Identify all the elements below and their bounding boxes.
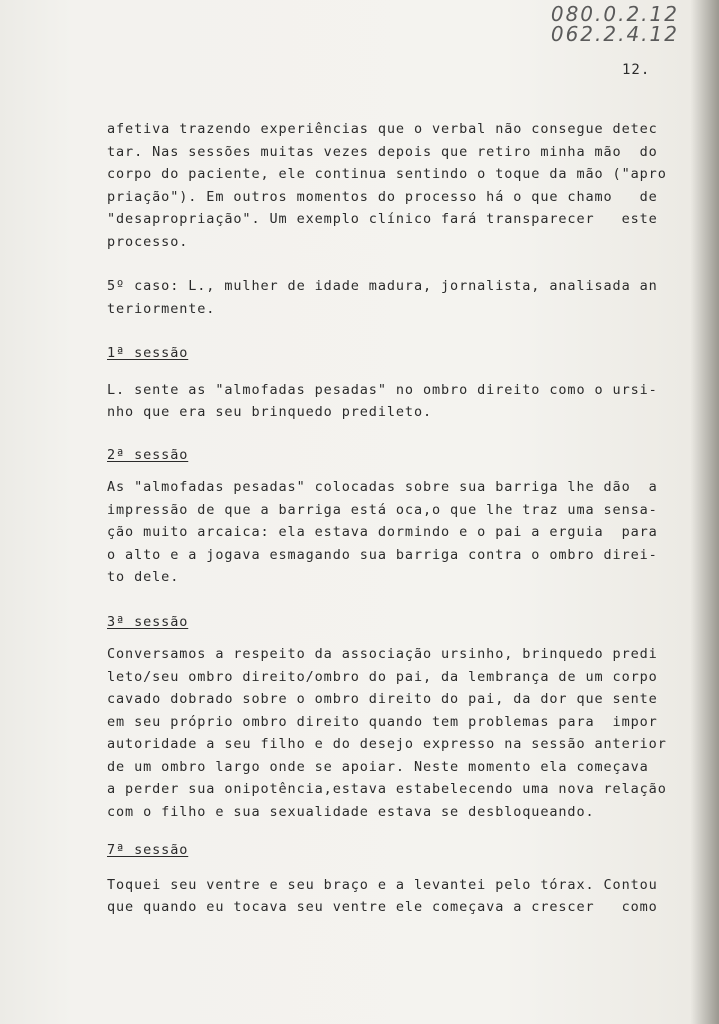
text-line: com o filho e sua sexualidade estava se desbloqueando. bbox=[107, 803, 595, 820]
text-line: priação"). Em outros momentos do processo há o que chamo de bbox=[107, 188, 658, 205]
text-line: a perder sua onipotência,estava estabelecendo uma nova relação bbox=[107, 781, 667, 797]
session-text-3 bbox=[107, 643, 667, 823]
document-body bbox=[107, 118, 667, 919]
text-line: nho que era seu brinquedo predileto. bbox=[107, 404, 432, 420]
text-line: processo. bbox=[107, 233, 189, 250]
text-line: to dele. bbox=[107, 569, 180, 585]
session-title: 3ª sessão bbox=[107, 613, 189, 630]
handwritten-code-1: 080.0.2.12 bbox=[550, 2, 679, 26]
session-heading-1 bbox=[107, 342, 667, 365]
case-heading bbox=[107, 275, 667, 320]
text-line: autoridade a seu filho e do desejo expresso na sessão anterior bbox=[107, 736, 667, 752]
text-line: cavado dobrado sobre o ombro direito do pai, da dor que sente bbox=[107, 691, 658, 707]
session-heading-2 bbox=[107, 444, 667, 467]
text-line: que quando eu tocava seu ventre ele começava a crescer como bbox=[107, 899, 658, 915]
paragraph-intro bbox=[107, 118, 667, 253]
text-line: As "almofadas pesadas" colocadas sobre sua barriga lhe dão a bbox=[107, 479, 658, 495]
text-line: de um ombro largo onde se apoiar. Neste momento ela começava bbox=[107, 758, 649, 775]
text-line: leto/seu ombro direito/ombro do pai, da lembrança de um corpo bbox=[107, 668, 658, 685]
text-line: L. sente as "almofadas pesadas" no ombro direito como o ursi- bbox=[107, 381, 658, 398]
session-title: 2ª sessão bbox=[107, 446, 189, 463]
session-heading-7 bbox=[107, 839, 667, 862]
session-title: 1ª sessão bbox=[107, 345, 189, 361]
text-line: em seu próprio ombro direito quando tem problemas para impor bbox=[107, 713, 658, 730]
text-line: o alto e a jogava esmagando sua barriga contra o ombro direi- bbox=[107, 546, 658, 563]
text-line: teriormente. bbox=[107, 300, 216, 317]
text-line: tar. Nas sessões muitas vezes depois que retiro minha mão do bbox=[107, 143, 658, 160]
text-line: corpo do paciente, ele continua sentindo o toque da mão ("apro bbox=[107, 166, 667, 182]
text-line: afetiva trazendo experiências que o verbal não consegue detec bbox=[107, 121, 658, 137]
session-heading-3 bbox=[107, 611, 667, 634]
session-title: 7ª sessão bbox=[107, 842, 189, 858]
text-line: ção muito arcaica: ela estava dormindo e o pai a erguia para bbox=[107, 524, 658, 540]
handwritten-code-2: 062.2.4.12 bbox=[550, 22, 679, 46]
session-text-2 bbox=[107, 476, 667, 589]
text-line: Conversamos a respeito da associação ursinho, brinquedo predi bbox=[107, 646, 658, 662]
text-line: "desapropriação". Um exemplo clínico fará transparecer este bbox=[107, 211, 658, 227]
text-line: Toquei seu ventre e seu braço e a levantei pelo tórax. Contou bbox=[107, 876, 658, 893]
session-text-1 bbox=[107, 379, 667, 424]
page-number: 12. bbox=[622, 62, 651, 78]
text-line: impressão de que a barriga está oca,o que lhe traz uma sensa- bbox=[107, 501, 658, 518]
text-line: 5º caso: L., mulher de idade madura, jornalista, analisada an bbox=[107, 278, 658, 294]
session-text-7 bbox=[107, 874, 667, 919]
